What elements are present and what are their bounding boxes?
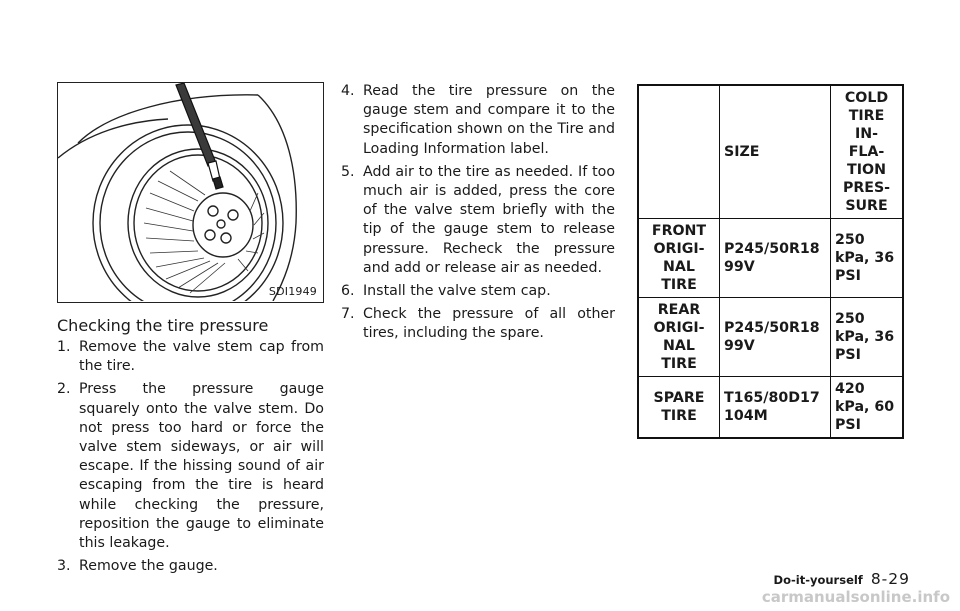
step-text: Add air to the tire as needed. If too much air is added, press the core of the valve stem briefly with the tip of the gauge stem to release pressure. Recheck the pressure and add or release air as needed. [363, 163, 615, 276]
step-number: 3. [57, 558, 71, 575]
step-number: 2. [57, 381, 71, 398]
step-item [341, 163, 615, 278]
step-number: 5. [341, 163, 355, 180]
table-row [638, 298, 903, 377]
step-text: Press the pressure gauge squarely onto the valve stem. Do not press too hard or force the valve stem sideways, or air will escape. If the hissing sound of air escaping from the tire is heard while checking the pressure, reposition the gauge to eliminate this leakage. [79, 381, 324, 552]
section-heading: Checking the tire pressure [57, 316, 269, 335]
step-item [341, 282, 615, 301]
table-row [638, 219, 903, 298]
header-cell-size: SIZE [720, 85, 831, 219]
cell-size: P245/50R18 99V [720, 298, 831, 377]
step-number: 4. [341, 83, 355, 99]
step-number: 1. [57, 339, 71, 355]
tire-gauge-illustration [57, 82, 324, 303]
step-item [341, 305, 615, 343]
step-text: Remove the gauge. [79, 558, 218, 575]
page-number: 8-29 [870, 570, 910, 588]
table-header-row [638, 85, 903, 219]
cell-tire: REAR ORIGI- NAL TIRE [638, 298, 720, 377]
step-text: Install the valve stem cap. [363, 283, 551, 300]
step-number: 6. [341, 283, 355, 300]
figure-code: SDI1949 [268, 285, 317, 298]
page-footer [774, 570, 910, 588]
header-cell-tire [638, 85, 720, 219]
step-text: Check the pressure of all other tires, including the spare. [363, 306, 615, 342]
table-row [638, 377, 903, 439]
step-item [57, 338, 324, 376]
step-text: Remove the valve stem cap from the tire. [79, 339, 324, 375]
step-number: 7. [341, 306, 355, 323]
cell-pressure: 250 kPa, 36 PSI [831, 219, 904, 298]
cell-pressure: 420 kPa, 60 PSI [831, 377, 904, 439]
tire-pressure-table [637, 84, 904, 439]
step-item [57, 557, 324, 576]
header-cell-pressure: COLD TIRE IN- FLA- TION PRES- SURE [831, 85, 904, 219]
watermark-text: carmanualsonline.info [761, 588, 950, 606]
step-item [57, 380, 324, 553]
cell-tire: SPARE TIRE [638, 377, 720, 439]
cell-size: P245/50R18 99V [720, 219, 831, 298]
tire-pressure-gauge-drawing [58, 83, 322, 301]
cell-tire: FRONT ORIGI- NAL TIRE [638, 219, 720, 298]
cell-size: T165/80D17 104M [720, 377, 831, 439]
step-text: Read the tire pressure on the gauge stem and compare it to the specification shown on the Tire and Loading Information label. [363, 83, 615, 157]
footer-section-title: Do-it-yourself [773, 573, 863, 587]
steps-list-middle [341, 82, 615, 348]
steps-list-left [57, 338, 324, 580]
cell-pressure: 250 kPa, 36 PSI [831, 298, 904, 377]
step-item [341, 82, 615, 159]
